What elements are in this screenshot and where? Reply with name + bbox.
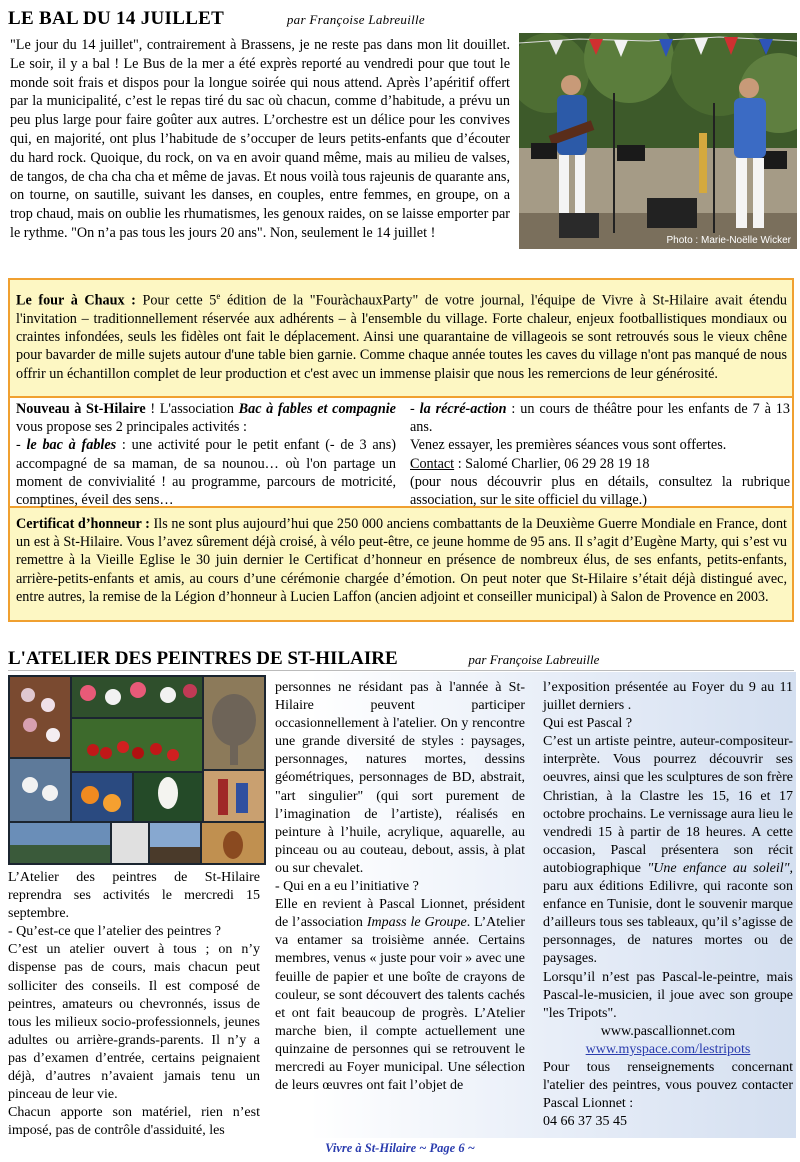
question: Qui est Pascal ?	[543, 716, 633, 732]
byline: par Françoise Labreuille	[286, 12, 425, 27]
paragraph	[275, 896, 525, 1095]
photo-caption: Photo : Marie-Noëlle Wicker	[666, 235, 791, 246]
book-title: "Une enfance au soleil",	[647, 860, 793, 876]
paragraph: C’est un atelier ouvert à tous ; on n’y dispense pas de cours, mais chacun peut solliciter des conseils. Il est composé de peintres, amateurs ou chevronnés, issus de tous les milieux socio-professionnels, jeunes adultes ou arrière-grands-parents. Il n’y a pas d’examen d’entrée, certains peignaient déjà, d’autres n’avaient jamais tenu un pinceau de leur vie.	[8, 942, 260, 1103]
myspace-link[interactable]: www.myspace.com/lestripots	[585, 1041, 751, 1057]
activity-name: la récré-action	[419, 401, 507, 417]
concert-illustration	[519, 33, 797, 249]
title-text: L'ATELIER DES PEINTRES DE ST-HILAIRE	[8, 648, 398, 669]
activity-text: : une activité pour le petit enfant (- de 3 ans) accompagné de sa maman, de sa nounou… où l'on partage un moment de convivialité ! au programme, parcours de motricité, comptines, éveil des sens…	[16, 437, 396, 509]
article-title-atelier	[8, 648, 599, 670]
concert-photo	[519, 33, 797, 249]
nouveau-column	[16, 400, 396, 509]
certificat-text	[16, 515, 787, 606]
atelier-column-3	[543, 679, 793, 1131]
text-part: C’est un artiste peintre, auteur-compositeur-interprète. Vous pourrez découvrir ses oeuvres, ainsi que les sculptures de son frère Christian, à la Clastre les 15, 16 et 17 octobre prochains. Le vernissage aura lieu le vendredi 15 à partir de 18 heures. A cette occasion, Pascal présentera son récit autobiographique	[543, 734, 793, 876]
dash: -	[410, 401, 420, 417]
paragraph: Lorsqu’il n’est pas Pascal-le-peintre, mais Pascal-le-musicien, il joue avec son groupe "les Tripots".	[543, 969, 793, 1021]
association-name: Impass le Groupe	[366, 915, 467, 931]
activity-name: le bac à fables	[26, 437, 117, 454]
phone-number: 04 66 37 35 45	[543, 1114, 627, 1130]
nouveau-intro-2: vous propose ses 2 principales activités :	[16, 419, 247, 436]
certificat-label: Certificat d’honneur :	[16, 516, 150, 532]
byline: par Françoise Labreuille	[468, 652, 600, 667]
four-a-chaux-body: édition de la "FouràchauxParty" de votre journal, l'équipe de Vivre à St-Hilaire avait étendu l'invitation – traditionnellement réservée aux adhérents – à l'ensemble du village. Forte chaleur, enjeux footballistiques mondiaux ou craintes infondées, seuls les fidèles ont fait le déplacement. Ainsi une quarantaine de villageois se sont retrouvés sous le vieux chêne pour bavarder de mille sujets autour d'une table bien garnie. Comme chaque année toutes les caves du village n'ont pas manqué de nous offrir un échantillon complet de leur production et c'est avec un immense plaisir que nous les remercions de leur générosité.	[16, 292, 788, 382]
nouveau-intro: ! L'association	[145, 401, 239, 417]
title-rule	[8, 670, 794, 671]
atelier-column-2	[275, 679, 525, 1095]
article-title-bal	[8, 8, 425, 30]
atelier-column-1	[8, 869, 260, 1140]
more-info-text: (pour nous découvrir plus en détails, consultez la rubrique association, sur le site officiel du village.)	[410, 473, 790, 509]
article-body-bal: "Le jour du 14 juillet", contrairement à Brassens, je ne reste pas dans mon lit douillet. Le soir, il y a bal ! Le Bus de la mer a été exprès reporté au vendredi pour que tout le monde soit frais et dispos pour la longue soirée qui nous attend. Après l’apéritif offert par la municipalité, c’est le repas tiré du sac où chacun, comme d’habitude, a prévu un peu plus large pour faire goûter aux autres. L’orchestre est un délice pour les convives qui, en majorité, ont plus l’habitude de s’occuper de leurs petits-enfants que d’écouter du hard rock. Quoique, du rock, on va en avoir quand même, mais au milieu de valses, de tangos, de cha cha cha et même de javas. Et nous voilà tous rajeunis de quarante ans, on tourne, on sautille, suivant les danses, en couples, entre femmes, en groupe, on a trop chaud, mais on oublie les rhumatismes, les genoux raides, on se laisse emporter par le rythme. "On n’a pas tous les jours 20 ans". Non, seulement le 14 juillet !	[10, 37, 510, 241]
invite-text: Venez essayer, les premières séances vous sont offertes.	[410, 437, 727, 454]
paragraph: L’Atelier des peintres de St-Hilaire reprendra ses activités le mercredi 15 septembre.	[8, 870, 260, 922]
paragraph: Pour tous renseignements concernant l'atelier des peintres, vous pouvez contacter Pascal Lionnet :	[543, 1059, 793, 1112]
association-name: Bac à fables et compagnie	[238, 401, 396, 417]
activity-text: : un cours de théâtre pour les enfants de 7 à 13 ans.	[410, 401, 790, 436]
text-part: paru aux éditions Edilivre, qui raconte son enfance en Tunisie, dont le souvenir marque d’ailleurs tous ses tableaux, qu’il s’agisse de personnages, de natures mortes ou de paysages.	[543, 879, 793, 967]
four-a-chaux-label: Le four à Chaux :	[16, 292, 136, 309]
contact-label: Contact	[410, 455, 455, 472]
paragraph: Chacun apporte son matériel, rien n’est imposé, pas de contrôle d'assiduité, les	[8, 1105, 260, 1139]
text-part: Elle en revient à Pascal Lionnet, président de l’association	[275, 897, 525, 931]
text-part: . L’Atelier va entamer sa troisième année. Certains membres, venus « juste pour voir » avec une feuille de papier et une boîte de crayons de couleur, se sont découvert des talents cachés et ont fait beaucoup de progrès. L’Atelier marche bien, il compte actuellement une quinzaine de personnes qui se retrouvent le mercredi au Foyer municipal. Une sélection de leurs œuvres ont fait l’objet de	[275, 915, 525, 1094]
nouveau-label: Nouveau à St-Hilaire	[16, 401, 146, 417]
superscript: e	[216, 291, 221, 301]
paragraph	[543, 733, 793, 968]
recre-action-column	[410, 400, 790, 509]
page-footer: Vivre à St-Hilaire ~ Page 6 ~	[325, 1141, 475, 1155]
website-link[interactable]: www.pascallionnet.com	[600, 1023, 736, 1039]
paintings-illustration	[8, 675, 266, 865]
question: - Qui en a eu l’initiative ?	[275, 879, 419, 895]
title-text: LE BAL DU 14 JUILLET	[8, 8, 224, 29]
four-a-chaux-text	[16, 287, 787, 383]
divider	[10, 396, 792, 398]
dash: -	[16, 437, 27, 454]
paragraph: l’exposition présentée au Foyer du 9 au 11 juillet derniers .	[543, 680, 793, 714]
paintings-collage	[8, 675, 266, 865]
certificat-body: Ils ne sont plus aujourd’hui que 250 000 anciens combattants de la Deuxième Guerre Mondiale en France, dont un est à St-Hilaire. Vous l’avez sûrement déjà croisé, à vélo peut-être, ce jeune homme de 95 ans. Il s’agit d’Eugène Marty, qui s’est vu remettre à la Vieille Eglise le 30 juin dernier le Certificat d’honneur en présence de nombreux élus, de ses enfants, petits-enfants, arrière-petits-enfants et amis, au cours d’une cérémonie chargée d’émotion. On peut noter que St-Hilaire s’était déjà distingué avec, entre autres, la remise de la Légion d’honneur à Lucien Laffon (ancien adjoint et conseiller municipal) à Salon de Provence en 2003.	[16, 516, 788, 605]
contact-text: : Salomé Charlier, 06 29 28 19 18	[454, 455, 650, 472]
four-a-chaux-text-start: Pour cette 5	[142, 292, 217, 309]
paragraph: personnes ne résidant pas à l'année à St-Hilaire peuvent participer occasionnellement à l'atelier. On y rencontre une grande diversité de styles : paysages, personnages, natures mortes, dessins géométriques, personnages de BD, abstrait, "art singulier" (qui sort purement de l’imagination de l’artiste), réalisés en peinture à l’huile, acrylique, aquarelle, au pinceau ou au couteau, debout, assis, à plat ou sur chevalet.	[275, 680, 525, 876]
question: - Qu’est-ce que l’atelier des peintres ?	[8, 924, 222, 940]
